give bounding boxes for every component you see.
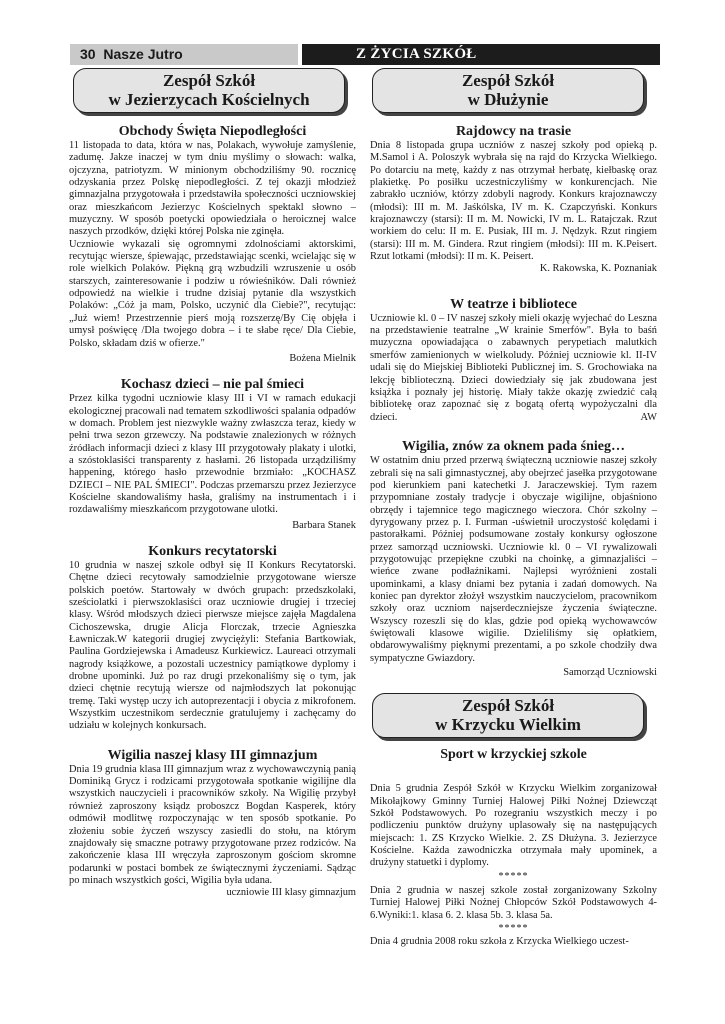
magazine-name: Nasze Jutro [103,46,183,62]
article-paragraph: Dnia 19 grudnia klasa III gimnazjum wraz z wychowawczynią panią Dominiką Grycz i rodzicami przygotowała spotkanie wigilijne dla wszystkich nauczycieli i pracowników szkoły. Na Wigilię przybył również zaproszony ksiądz proboszcz Bogdan Kasperek, który odmówił modlitwę rozpoczynając w ten sposób spotkanie. Po złożeniu sobie życzeń wszyscy zasiedli do stołu, na którym znajdowały się smaczne potrawy przygotowane przez rodziców. Na zakończenie klasa III wręczyła zaproszonym gościom skromne podarunki w postaci bombek ze świątecznymi życzeniami. Sądząc po minach wszystkich gości, Wigilia była udana. [69,763,356,886]
article-body [370,140,657,263]
article-paragraph: Przez kilka tygodni uczniowie klasy III i VI w ramach edukacji ekologicznej pracowali nad tematem szkodliwości spalania odpadów w domach. Problem jest niezwykle ważny zwłaszcza teraz, kiedy w pełni trwa sezon grzewczy. Na podstawie znalezionych w różnych źródłach informacji dzieci z klasy III przygotowały plakaty i ulotki, a szóstoklasiści transparenty z hasłami. 26 listopada urządziliśmy happening, którego hasło przewodnie brzmiało: „KOCHASZ DZIECI – NIE PAL ŚMIECI". Podczas przemarszu przez Jezierzyce Kościelne skandowaliśmy hasła, graliśmy na instrumentach i i rozdawaliśmy mieszkańcom przygotowane ulotki. [69,393,356,516]
article-title: Sport w krzyckiej szkole [440,747,587,763]
article-rajdowcy [370,123,657,276]
article-paragraph: Dnia 2 grudnia w naszej szkole został zorganizowany Szkolny Turniej Halowej Piłki Nożnej Chłopców Szkół Podstawowych 4-6.Wyniki:1. klasa 6. 2. klasa 5b. 3. klasa 5a. [370,884,657,921]
school-box-line-2: w Jezierzycach Kościelnych [108,90,310,109]
article-wigilia-gimnazjum [69,747,356,900]
article-signature: AW [640,411,657,423]
article-body [69,140,356,350]
article-paragraph: W ostatnim dniu przed przerwą świąteczną uczniowie naszej szkoły zebrali się na sali gimnastycznej, aby obejrzeć jasełka przygotowane pod kierunkiem pani katechetki J. Jaraczewskiej. Tym razem przypomniane zostały tradycje i obyczaje wigilijne, objaśniono obrzędy i tajemnice tego magicznego wieczora. Chór szkolny – dyrygowany przez p. I. Furman -uświetnił uroczystość kolędami i pastorałkami. Później podsumowane zostały konkursy ogłoszone przez samorząd uczniowski. Uczniowie kl. 0 – VI rywalizowali przygotowując przepiękne czubki na choinkę, a gimnazjaliści – wieńce zwane podłaźnikami. Najlepsi wyróżnieni zostali upominkami, a klasy dniami bez pytania i zadań domowych. Na koniec pan dyrektor złożył wszystkim nauczycielom, pracownikom szkoły oraz uczniom najserdeczniejsze życzenia świąteczne. Wszyscy rozeszli się do klas, gdzie pod opieką wychowawców świętowali klasowe wigilie. Dzieliliśmy się opłatkiem, obdarowywaliśmy pięknymi prezentami, a po szkole chodziły dwa sympatyczne Gwiazdory. [370,455,657,664]
school-box-line-2: w Krzycku Wielkim [435,715,581,735]
school-box-line-1: Zespół Szkół [162,71,256,90]
article-body [370,313,657,424]
article-body [370,783,657,948]
article-niepodleglosc [69,123,356,365]
article-body [69,764,356,887]
separator-stars: ***** [498,922,529,934]
article-paragraph: Dnia 4 grudnia 2008 roku szkoła z Krzycka Wielkiego uczest- [370,935,629,947]
article-paragraph: Uczniowie kl. 0 – IV naszej szkoły mieli okazję wyjechać do Leszna na przedstawienie teatralne „W krainie Smerfów". Była to baśń muzyczna opowiadająca o zabawnych perypetiach malutkich smerfów zamienionych w wielkoludy. Później uczniowie kl. II-IV udali się do Miejskiej Biblioteki Publicznej im. S. Grochowiaka na lekcję biblioteczną. Dzieci dowiedziały się jak zbudowana jest książka i poznały jej historię. Miały także okazję zwiedzić całą bibliotekę oraz zapoznać się z bogatą ofertą wypożyczalni dla dzieci. [370,312,657,423]
section-title: Z ŻYCIA SZKÓŁ [302,44,660,65]
article-title: Kochasz dzieci – nie pal śmieci [120,377,305,393]
article-signature: K. Rakowska, K. Poznaniak [539,263,657,275]
school-box-jezierzyce [73,68,345,113]
separator-stars: ***** [498,870,529,882]
article-body [370,455,657,665]
article-signature: Bożena Mielnik [289,352,356,364]
school-box-line-2: w Dłużynie [467,90,549,109]
article-title: Obchody Święta Niepodległości [118,124,307,139]
page-header [70,44,660,65]
article-paragraph: 10 grudnia w naszej szkole odbył się II Konkurs Recytatorski. Chętne dzieci recytowały samodzielnie przygotowane wiersze polskich poetów. Startowały w dwóch grupach: przedszkolaki, sześciolatki i pierwszoklasiści oraz uczniowie drugiej i trzeciej klasy. Wśród młodszych dzieci pierwsze miejsce zajęła Magdalena Cichoszewska, drugie Alicja Florczak, trzecie Agnieszka Ławniczak.W kategorii drugiej zwyciężyli: Stefania Bartkowiak, Paulina Gordziejewska i Amadeusz Kurkiewicz. Laureaci otrzymali nagrody książkowe, a pozostali uczestnicy pamiątkowe dyplomy i drobne upominki. Już po raz drugi przekonaliśmy się o tym, jak dzieci chętnie recytują wiersze od najmłodszych lat pokonując tremę. Taki występ uczy ich autoprezentacji i obycia z mikrofonem. Wszystkim uczestnikom serdecznie gratulujemy i zachęcamy do udziału w kolejnych konkursach. [69,559,356,732]
article-title: Rajdowcy na trasie [455,124,572,139]
article-paragraph: Uczniowie wykazali się ogromnymi zdolnościami aktorskimi, recytując wiersze, śpiewając, przedstawiając scenki, wcielając się w role wielkich Polaków. Piękną grą wzbudzili wzruszenie u osób starszych, zainteresowanie i podziw u rówieśników. Dali również odpowiedź na wielkie i trudne dzisiaj pytanie dla wszystkich Polaków: „Cóż ja mam, Polsko, uczynić dla Ciebie?", recytując: „Już wiem! Przestrzennie pierś moją rozszerzę/By Cię objęła i umysł poświęcę /Dla twojego dobra – i te słabe ręce/ Dla Ciebie, Polsko, składam dziś w ofierze." [69,238,356,349]
article-title: Wigilia naszej klasy III gimnazjum [107,747,318,763]
article-title: Konkurs recytatorski [148,543,277,559]
right-column [370,68,657,948]
article-signature: Barbara Stanek [292,519,356,531]
article-body [69,393,356,516]
article-signature: Samorząd Uczniowski [563,667,657,679]
article-paragraph: Dnia 8 listopada grupa uczniów z naszej szkoły pod opieką p. M.Samol i A. Poloszyk wybrała się na rajd do Krzycka Wielkiego. Po dotarciu na metę, każdy z nas otrzymał herbatę, kiełbaskę oraz plakietkę. Po posiłku uczestniczyliśmy w konkurencjach. Nie zabrakło uczniów, którzy zdobyli nagrody. Konkurs krajoznawczy (młodsi): III m. M. Jaśkólska, IV m. K. Czapczyński. Konkurs krajoznawczy (starsi): II m. M. Nowicki, IV m. L. Ratajczak. Rzut workiem do celu: II m. E. Pusiak, III m. J. Nędzyk. Rzut ringiem (starsi): III m. M. Gindera. Rzut ringiem (młodsi): III m. K.Peisert. Rzut lotkami (młodsi): II m. K. Peisert. [370,140,657,263]
article-body [69,560,356,733]
article-paragraph: Dnia 5 grudnia Zespół Szkół w Krzycku Wielkim zorganizował Mikołajkowy Gminny Turniej Halowej Piłki Nożnej Dziewcząt Szkół Podstawowych. Po rozegraniu wszystkich meczy i po podliczeniu punktów drużyny uplasowały się na następujących miejscach: 1. ZS Krzycko Wielkie. 2. ZS Dłużyna. 3. Jezierzyce Kościelne. Każda zawodniczka otrzymała mały upominek, a drużyny statuetki i dyplomy. [370,783,657,869]
school-box-krzycko [372,693,644,738]
article-smieci [69,376,356,532]
article-teatr [370,296,657,424]
article-signature: uczniowie III klasy gimnazjum [226,887,356,899]
school-box-line-1: Zespół Szkół [461,71,555,90]
page-number: 30 [80,46,96,62]
school-box-dluzyna [372,68,644,113]
article-sport [370,746,657,948]
article-title: W teatrze i bibliotece [450,296,577,312]
school-box-line-1: Zespół Szkół [461,696,555,716]
left-column [69,68,356,900]
article-wigilia-snieg [370,438,657,679]
header-left [70,44,298,65]
article-title: Wigilia, znów za oknem pada śnieg… [402,439,625,455]
article-konkurs [69,543,356,733]
article-paragraph: 11 listopada to data, która w nas, Polakach, wywołuje zamyślenie, zadumę. Jakze inaczej w tym dniu myślimy o słowach: walka, ojczyzna, patriotyzm. W minionym obchodziliśmy 90. rocznicę odzyskania przez Polskę niepodległości. Z tej okazji młodzież gimnazjalna przygotowała i przedstawiła społeczności uczniowskiej oraz mieszkańcom Jezierzyc Kościelnych spektakl słowno – muzyczny. W sposób poetycki opowiedziała o heroicznej walce naszych przodków, dzięki której Polska nie zginęła. [69,140,356,238]
